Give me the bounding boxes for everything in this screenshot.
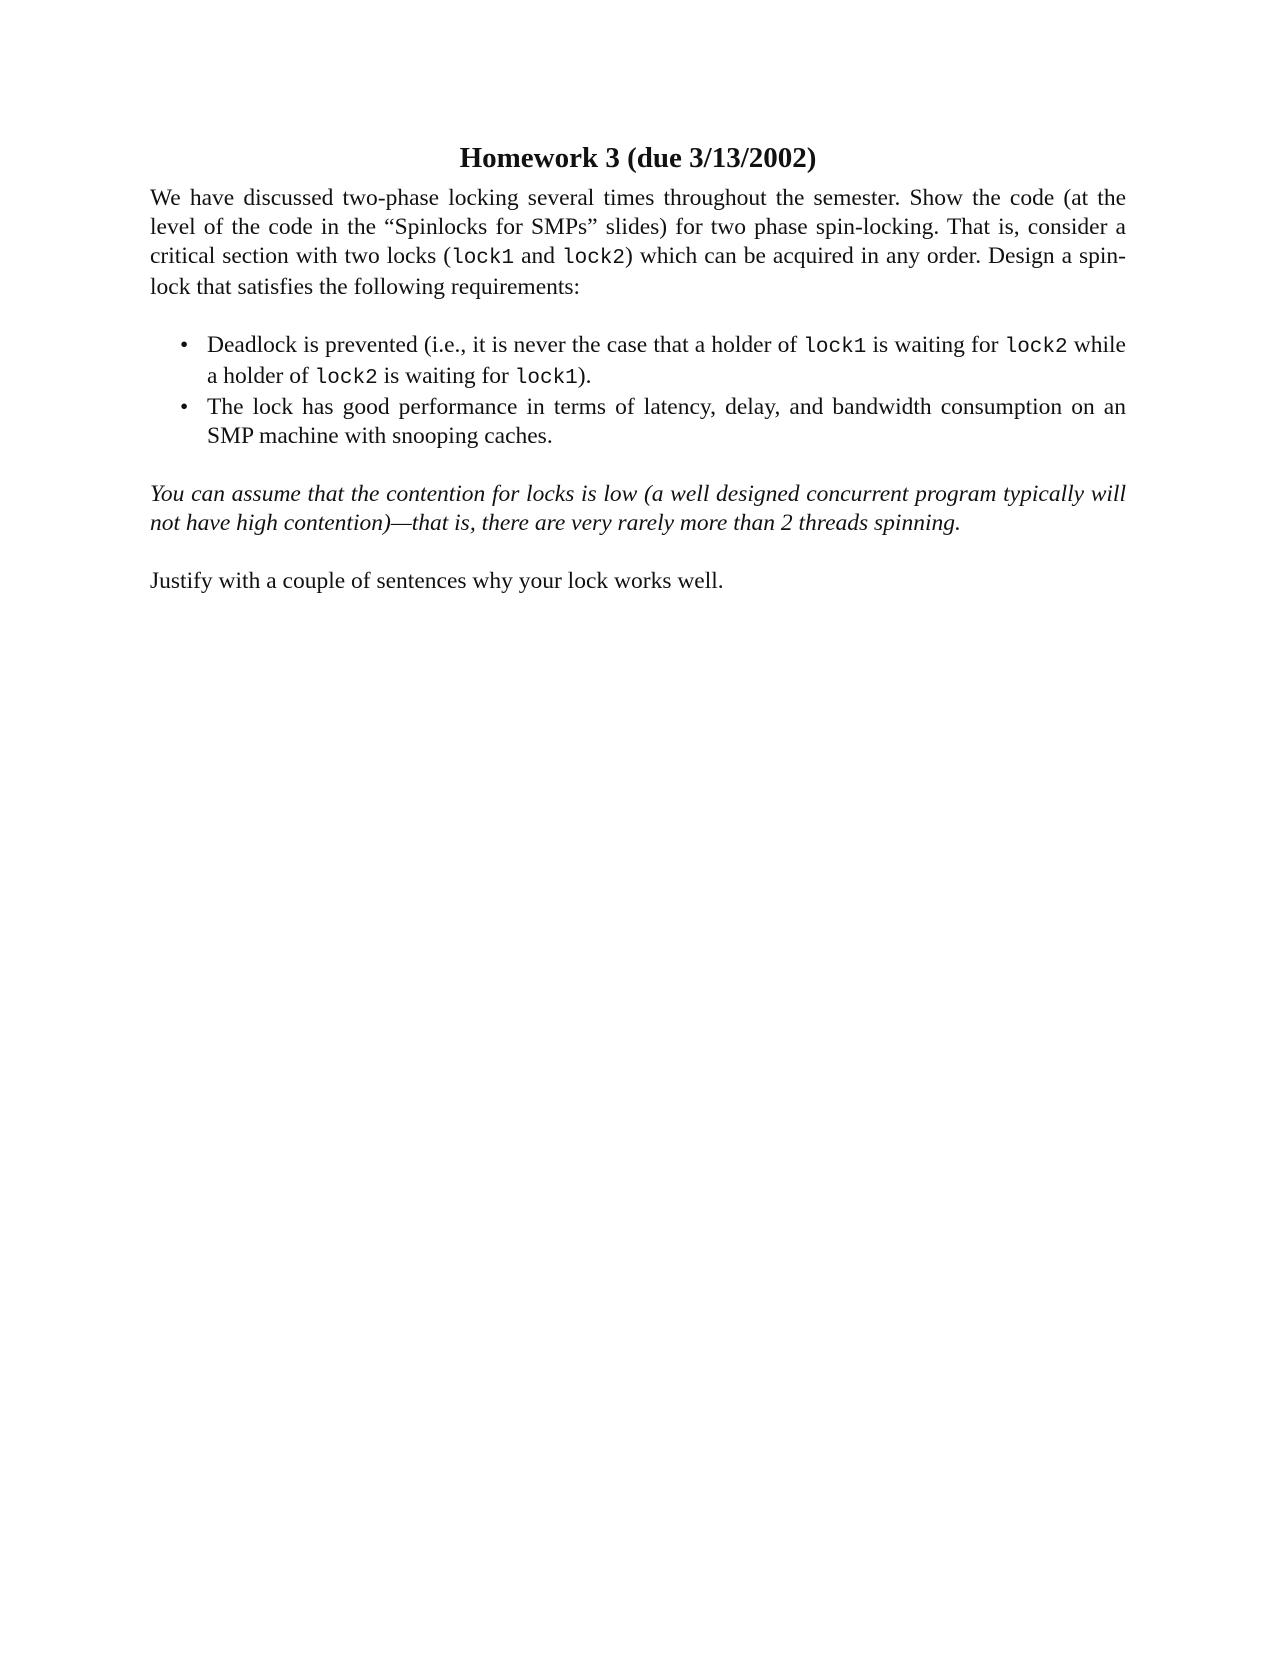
page-title: Homework 3 (due 3/13/2002) bbox=[459, 142, 817, 174]
intro-text-1: We have discussed two-phase locking several times throughout the semester. Show the code (at the level of the code in the “Spinlocks for SMPs” slides) for two phase spin-locking. That is, consider a critical section with two locks ( bbox=[150, 185, 1126, 269]
intro-code-lock1: lock1 bbox=[451, 247, 515, 270]
requirement-text: The lock has good performance in terms of latency, delay, and bandwidth consumption on an SMP machine with snooping caches. bbox=[207, 394, 1126, 449]
requirements-list bbox=[150, 331, 1126, 451]
bullet-icon: • bbox=[180, 394, 189, 420]
document-page bbox=[150, 140, 1126, 596]
code-lock2: lock2 bbox=[314, 367, 378, 390]
requirement-text: ). bbox=[577, 363, 592, 389]
code-lock1: lock1 bbox=[803, 336, 867, 359]
requirement-text: Deadlock is prevented (i.e., it is never the case that a holder of bbox=[207, 332, 804, 358]
requirement-text: is waiting for bbox=[866, 332, 1005, 358]
requirement-performance bbox=[180, 393, 1126, 451]
assumption-paragraph: You can assume that the contention for locks is low (a well designed concurrent program typically will not have high contention)—that is, there are very rarely more than 2 threads spinning. bbox=[150, 481, 1126, 536]
intro-text-3: ) which can be acquired in any order. Design a spin-lock that satisfies the following requirements: bbox=[150, 243, 1126, 300]
bullet-icon: • bbox=[180, 332, 189, 358]
requirement-text: is waiting for bbox=[377, 363, 515, 389]
intro-paragraph bbox=[150, 184, 1126, 302]
intro-code-lock2: lock2 bbox=[561, 247, 625, 270]
requirement-deadlock bbox=[180, 331, 1126, 393]
code-lock1: lock1 bbox=[514, 367, 578, 390]
justify-paragraph: Justify with a couple of sentences why your lock works well. bbox=[150, 568, 724, 594]
intro-text-2: and bbox=[514, 243, 562, 269]
requirement-text: while a holder of bbox=[207, 332, 1126, 389]
code-lock2: lock2 bbox=[1004, 336, 1068, 359]
